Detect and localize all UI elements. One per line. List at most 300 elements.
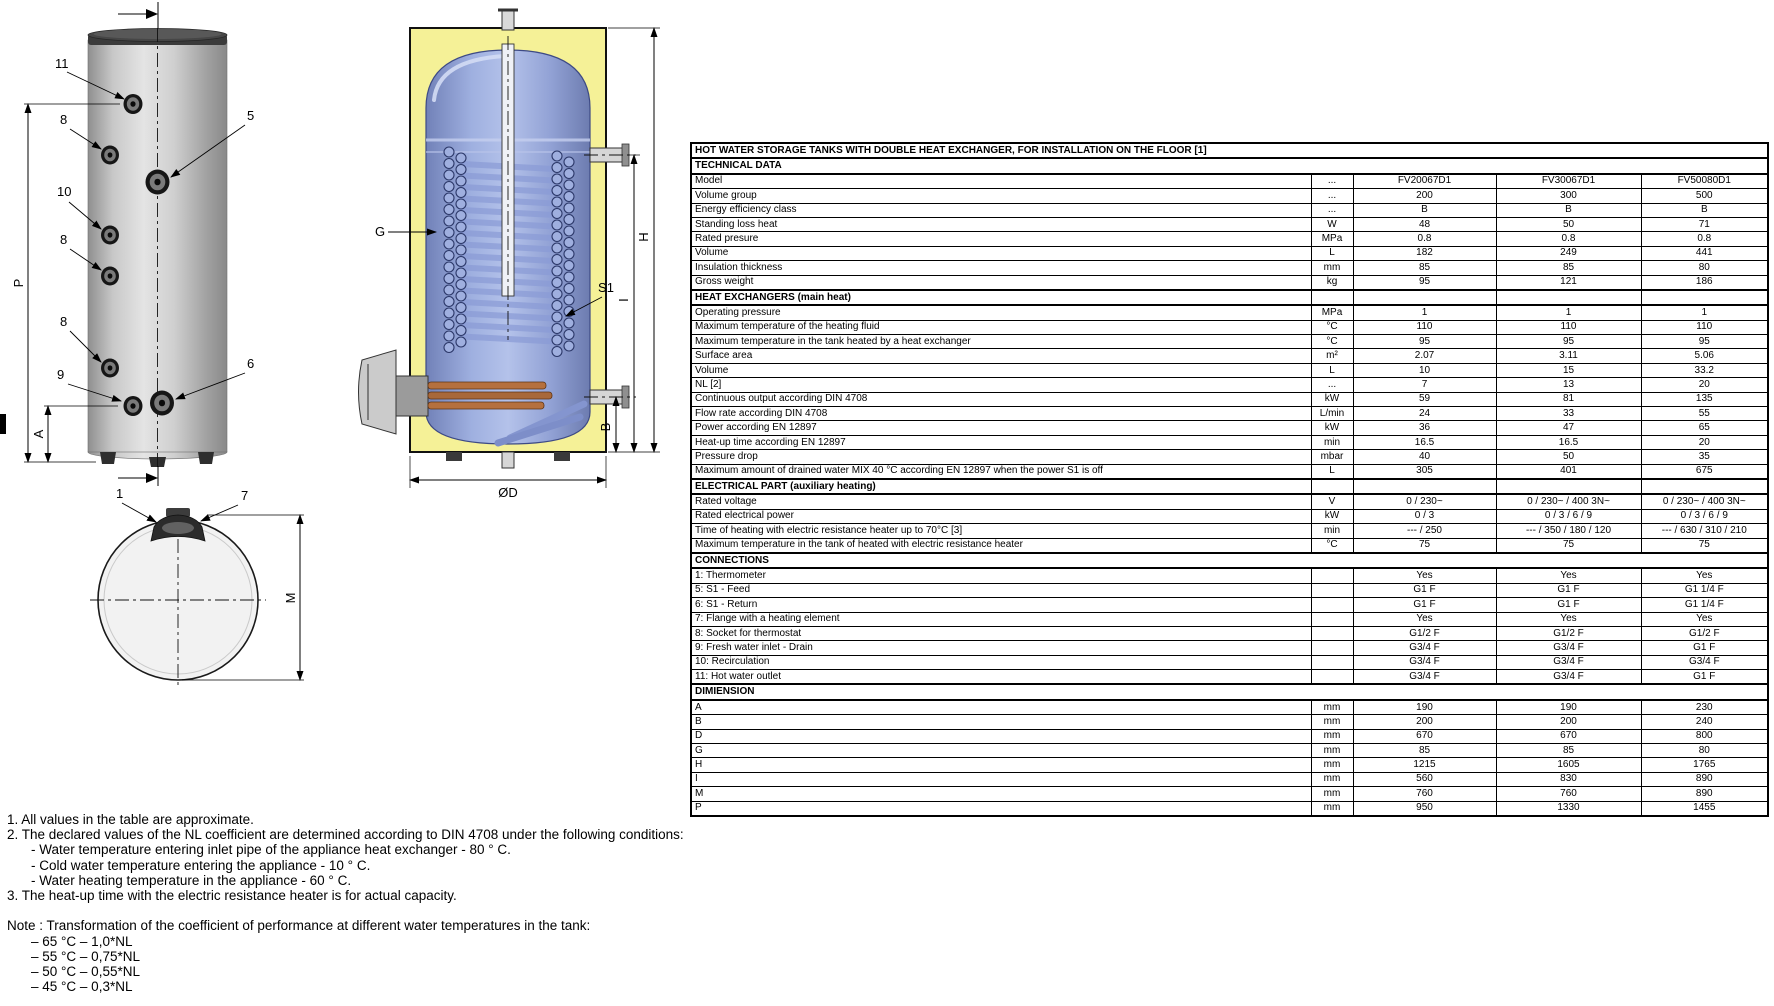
section-view [359, 10, 661, 500]
value-cell: 200 [1496, 715, 1641, 729]
unit-cell: W [1311, 217, 1353, 231]
value-cell: B [1496, 203, 1641, 217]
port-label-8-top: 8 [60, 112, 68, 127]
footnote-line: Note : Transformation of the coefficient of performance at different water temperatures in the tank: [7, 918, 591, 934]
top-pipe-stub [502, 10, 514, 30]
value-cell: 59 [1353, 392, 1496, 406]
value-cell: 81 [1496, 392, 1641, 406]
value-cell: G1/2 F [1641, 626, 1768, 640]
value-cell: 85 [1496, 261, 1641, 275]
row-label: Volume [691, 363, 1311, 377]
table-title: HOT WATER STORAGE TANKS WITH DOUBLE HEAT EXCHANGER, FOR INSTALLATION ON THE FLOOR [1] [691, 143, 1768, 158]
value-cell: 50 [1496, 217, 1641, 231]
table-row [691, 758, 1768, 772]
row-label: NL [2] [691, 378, 1311, 392]
unit-cell: °C [1311, 538, 1353, 553]
table-row [691, 801, 1768, 816]
port-label-8-mid: 8 [60, 232, 68, 247]
value-cell [1496, 290, 1641, 305]
dim-label-m: M [283, 592, 298, 604]
value-cell: 0.8 [1496, 232, 1641, 246]
unit-cell: mm [1311, 801, 1353, 816]
row-label: Rated voltage [691, 494, 1311, 509]
table-row [691, 464, 1768, 479]
row-label: G [691, 744, 1311, 758]
footnote-line: - Water heating temperature in the appliance - 60 ° C. [31, 872, 352, 888]
row-label: 7: Flange with a heating element [691, 612, 1311, 626]
value-cell: 36 [1353, 421, 1496, 435]
port-label-11: 11 [55, 56, 69, 71]
table-row [691, 450, 1768, 464]
footnote-line: 3. The heat-up time with the electric resistance heater is for actual capacity. [7, 888, 457, 904]
unit-cell: L [1311, 464, 1353, 479]
unit-cell [1311, 626, 1353, 640]
row-label: 6: S1 - Return [691, 598, 1311, 612]
value-cell: 0 / 230~ / 400 3N~ [1641, 494, 1768, 509]
section-row [691, 158, 1768, 173]
row-label: Standing loss heat [691, 217, 1311, 231]
section-label: TECHNICAL DATA [691, 158, 1768, 173]
row-label: Time of heating with electric resistance heater up to 70°C [3] [691, 524, 1311, 538]
table-row [691, 729, 1768, 743]
table-row [691, 772, 1768, 786]
value-cell: 1 [1353, 305, 1496, 320]
value-cell: G3/4 F [1496, 670, 1641, 685]
value-cell: 760 [1496, 787, 1641, 801]
unit-cell [1311, 598, 1353, 612]
unit-cell: L [1311, 246, 1353, 260]
footnote-line: – 50 °C – 0,55*NL [31, 964, 140, 980]
value-cell: 890 [1641, 772, 1768, 786]
value-cell: 48 [1353, 217, 1496, 231]
table-row [691, 787, 1768, 801]
unit-cell: kW [1311, 421, 1353, 435]
value-cell: 800 [1641, 729, 1768, 743]
row-label: Gross weight [691, 275, 1311, 290]
value-cell: 5.06 [1641, 349, 1768, 363]
footnote-line [7, 903, 787, 918]
value-cell: 95 [1353, 335, 1496, 349]
label-s1: S1 [598, 280, 614, 295]
value-cell: 500 [1641, 189, 1768, 203]
unit-cell: ... [1311, 189, 1353, 203]
value-cell: 50 [1496, 450, 1641, 464]
table-row [691, 421, 1768, 435]
unit-cell: min [1311, 435, 1353, 449]
footnote-line: – 55 °C – 0,75*NL [31, 948, 140, 964]
table-row [691, 407, 1768, 421]
table-row [691, 217, 1768, 231]
unit-cell: °C [1311, 320, 1353, 334]
value-cell: G3/4 F [1353, 641, 1496, 655]
unit-cell [1311, 583, 1353, 597]
bottom-drain-stub [502, 452, 514, 468]
front-view [11, 2, 254, 486]
row-label: Rated presure [691, 232, 1311, 246]
value-cell: --- / 250 [1353, 524, 1496, 538]
value-cell: Yes [1496, 612, 1641, 626]
value-cell: 16.5 [1353, 435, 1496, 449]
row-label: D [691, 729, 1311, 743]
value-cell: 441 [1641, 246, 1768, 260]
row-label: Maximum amount of drained water MIX 40 °C according EN 12897 when the power S1 is off [691, 464, 1311, 479]
value-cell: 890 [1641, 787, 1768, 801]
footnotes [7, 812, 787, 994]
unit-cell [1311, 612, 1353, 626]
value-cell: 190 [1496, 700, 1641, 715]
value-cell: 1330 [1496, 801, 1641, 816]
row-label: Surface area [691, 349, 1311, 363]
table-row [691, 305, 1768, 320]
row-label: 8: Socket for thermostat [691, 626, 1311, 640]
table-row [691, 583, 1768, 597]
table-row [691, 700, 1768, 715]
value-cell: 0 / 230~ / 400 3N~ [1496, 494, 1641, 509]
row-label: A [691, 700, 1311, 715]
value-cell: 560 [1353, 772, 1496, 786]
port-8-top [101, 146, 119, 165]
port-5 [146, 170, 170, 195]
spec-table-container [690, 142, 1767, 817]
value-cell: G3/4 F [1496, 641, 1641, 655]
value-cell: 1215 [1353, 758, 1496, 772]
unit-cell [1311, 479, 1353, 494]
unit-cell [1311, 655, 1353, 669]
table-row [691, 232, 1768, 246]
row-label: 10: Recirculation [691, 655, 1311, 669]
value-cell: 1605 [1496, 758, 1641, 772]
section-row [691, 290, 1768, 305]
row-label: Maximum temperature in the tank of heated with electric resistance heater [691, 538, 1311, 553]
value-cell: 240 [1641, 715, 1768, 729]
table-row [691, 392, 1768, 406]
bottom-label-7: 7 [241, 488, 249, 503]
value-cell: FV20067D1 [1353, 174, 1496, 189]
port-label-9: 9 [57, 367, 65, 382]
bottom-label-1: 1 [116, 486, 124, 501]
port-8-mid [101, 267, 119, 286]
value-cell: Yes [1353, 568, 1496, 583]
value-cell: Yes [1496, 568, 1641, 583]
port-11 [124, 94, 143, 114]
value-cell: 1 [1496, 305, 1641, 320]
row-label: 1: Thermometer [691, 568, 1311, 583]
unit-cell [1311, 290, 1353, 305]
value-cell: 10 [1353, 363, 1496, 377]
value-cell: 135 [1641, 392, 1768, 406]
row-label: H [691, 758, 1311, 772]
row-label: Insulation thickness [691, 261, 1311, 275]
section-foot-left [446, 452, 462, 461]
value-cell: 0.8 [1353, 232, 1496, 246]
value-cell: 65 [1641, 421, 1768, 435]
value-cell: 85 [1353, 261, 1496, 275]
value-cell: 35 [1641, 450, 1768, 464]
bottom-view [90, 486, 304, 688]
port-label-10: 10 [57, 184, 72, 199]
table-row [691, 626, 1768, 640]
value-cell [1496, 479, 1641, 494]
section-row [691, 553, 1768, 568]
row-label: 5: S1 - Feed [691, 583, 1311, 597]
value-cell: G1/2 F [1496, 626, 1641, 640]
port-8-low [101, 359, 119, 378]
value-cell: 670 [1353, 729, 1496, 743]
row-label: Volume group [691, 189, 1311, 203]
unit-cell: ... [1311, 174, 1353, 189]
value-cell: 75 [1353, 538, 1496, 553]
value-cell: FV30067D1 [1496, 174, 1641, 189]
dim-label-a: A [31, 429, 46, 439]
row-label: 11: Hot water outlet [691, 670, 1311, 685]
value-cell: 20 [1641, 435, 1768, 449]
table-title-row [691, 143, 1768, 158]
value-cell: Yes [1641, 568, 1768, 583]
value-cell: 0.8 [1641, 232, 1768, 246]
value-cell: 7 [1353, 378, 1496, 392]
section-label: CONNECTIONS [691, 553, 1768, 568]
unit-cell: kg [1311, 275, 1353, 290]
port-9 [124, 396, 143, 416]
value-cell: G1 F [1353, 598, 1496, 612]
table-row [691, 203, 1768, 217]
unit-cell: mm [1311, 729, 1353, 743]
row-label: Continuous output according DIN 4708 [691, 392, 1311, 406]
unit-cell [1311, 641, 1353, 655]
value-cell: 110 [1641, 320, 1768, 334]
value-cell: 305 [1353, 464, 1496, 479]
value-cell [1353, 479, 1496, 494]
value-cell: 670 [1496, 729, 1641, 743]
value-cell: 200 [1353, 715, 1496, 729]
dim-label-b: B [598, 422, 613, 432]
table-row [691, 524, 1768, 538]
unit-cell: kW [1311, 509, 1353, 523]
value-cell: 401 [1496, 464, 1641, 479]
value-cell: 249 [1496, 246, 1641, 260]
row-label: Maximum temperature in the tank heated by a heat exchanger [691, 335, 1311, 349]
flange-top [151, 508, 205, 541]
row-label: 9: Fresh water inlet - Drain [691, 641, 1311, 655]
dim-label-h: H [636, 232, 651, 242]
unit-cell: °C [1311, 335, 1353, 349]
value-cell: 0 / 3 / 6 / 9 [1496, 509, 1641, 523]
value-cell: G3/4 F [1641, 655, 1768, 669]
footnote-line: – 65 °C – 1,0*NL [31, 933, 133, 949]
row-label: P [691, 801, 1311, 816]
table-row [691, 612, 1768, 626]
unit-cell: mm [1311, 758, 1353, 772]
unit-cell: L/min [1311, 407, 1353, 421]
dim-label-p: P [11, 278, 26, 288]
unit-cell: mm [1311, 715, 1353, 729]
value-cell [1641, 479, 1768, 494]
value-cell: 675 [1641, 464, 1768, 479]
value-cell: 20 [1641, 378, 1768, 392]
row-label: M [691, 787, 1311, 801]
unit-cell: mm [1311, 700, 1353, 715]
unit-cell: ... [1311, 203, 1353, 217]
port-label-6: 6 [247, 356, 255, 371]
unit-cell: ... [1311, 378, 1353, 392]
value-cell: 3.11 [1496, 349, 1641, 363]
unit-cell: min [1311, 524, 1353, 538]
value-cell: 0 / 3 / 6 / 9 [1641, 509, 1768, 523]
value-cell: 0 / 230~ [1353, 494, 1496, 509]
table-row [691, 363, 1768, 377]
table-row [691, 538, 1768, 553]
value-cell: G1 F [1496, 583, 1641, 597]
table-row [691, 349, 1768, 363]
value-cell: 121 [1496, 275, 1641, 290]
footnote-line: 2. The declared values of the NL coefficient are determined according to DIN 4708 under the following conditions: [7, 827, 684, 843]
row-label: Rated electrical power [691, 509, 1311, 523]
value-cell: 80 [1641, 261, 1768, 275]
table-row [691, 655, 1768, 669]
section-label: ELECTRICAL PART (auxiliary heating) [691, 479, 1311, 494]
table-row [691, 174, 1768, 189]
value-cell: 1765 [1641, 758, 1768, 772]
value-cell: G1/2 F [1353, 626, 1496, 640]
value-cell: 182 [1353, 246, 1496, 260]
spec-table-body [691, 143, 1768, 816]
table-row [691, 275, 1768, 290]
value-cell: 15 [1496, 363, 1641, 377]
table-row [691, 715, 1768, 729]
port-10 [101, 226, 119, 245]
spec-table [690, 142, 1769, 817]
value-cell: 95 [1353, 275, 1496, 290]
value-cell: 75 [1496, 538, 1641, 553]
unit-cell: MPa [1311, 232, 1353, 246]
value-cell: G1 1/4 F [1641, 598, 1768, 612]
table-row [691, 509, 1768, 523]
value-cell: 300 [1496, 189, 1641, 203]
section-label-g: G [374, 224, 386, 239]
row-label: I [691, 772, 1311, 786]
value-cell: 85 [1496, 744, 1641, 758]
value-cell: 200 [1353, 189, 1496, 203]
value-cell: B [1353, 203, 1496, 217]
dim-label-diameter: ØD [498, 485, 518, 500]
value-cell: FV50080D1 [1641, 174, 1768, 189]
value-cell: 33.2 [1641, 363, 1768, 377]
footnote-line: – 45 °C – 0,3*NL [31, 979, 133, 995]
row-label: Power according EN 12897 [691, 421, 1311, 435]
value-cell: 950 [1353, 801, 1496, 816]
value-cell: 16.5 [1496, 435, 1641, 449]
footnote-line: 1. All values in the table are approximate. [7, 812, 254, 827]
value-cell: 110 [1353, 320, 1496, 334]
row-label: Maximum temperature of the heating fluid [691, 320, 1311, 334]
section-cut-arrow-bottom [118, 466, 158, 486]
section-label: HEAT EXCHANGERS (main heat) [691, 290, 1311, 305]
unit-cell: mm [1311, 261, 1353, 275]
table-row [691, 335, 1768, 349]
unit-cell: mm [1311, 744, 1353, 758]
row-label: Operating pressure [691, 305, 1311, 320]
value-cell: G1 F [1641, 641, 1768, 655]
value-cell: G1 F [1353, 583, 1496, 597]
row-label: Volume [691, 246, 1311, 260]
table-row [691, 189, 1768, 203]
value-cell: 13 [1496, 378, 1641, 392]
unit-cell: m² [1311, 349, 1353, 363]
section-label: DIMIENSION [691, 684, 1768, 699]
section-row [691, 684, 1768, 699]
value-cell: 760 [1353, 787, 1496, 801]
unit-cell [1311, 568, 1353, 583]
value-cell: --- / 630 / 310 / 210 [1641, 524, 1768, 538]
table-row [691, 568, 1768, 583]
value-cell: 55 [1641, 407, 1768, 421]
value-cell: G1 F [1496, 598, 1641, 612]
value-cell: 33 [1496, 407, 1641, 421]
value-cell: 1 [1641, 305, 1768, 320]
footnote-line: - Cold water temperature entering the appliance - 10 ° C. [31, 857, 371, 873]
table-row [691, 641, 1768, 655]
table-row [691, 261, 1768, 275]
value-cell: 830 [1496, 772, 1641, 786]
port-6 [150, 391, 174, 416]
row-label: Heat-up time according EN 12897 [691, 435, 1311, 449]
section-cut-arrow-top [118, 2, 158, 31]
section-row [691, 479, 1768, 494]
unit-cell: L [1311, 363, 1353, 377]
value-cell: 71 [1641, 217, 1768, 231]
value-cell: 47 [1496, 421, 1641, 435]
value-cell: 190 [1353, 700, 1496, 715]
value-cell: 24 [1353, 407, 1496, 421]
value-cell: G3/4 F [1496, 655, 1641, 669]
row-label: B [691, 715, 1311, 729]
value-cell: 1455 [1641, 801, 1768, 816]
value-cell: 40 [1353, 450, 1496, 464]
value-cell: 2.07 [1353, 349, 1496, 363]
value-cell [1641, 290, 1768, 305]
row-label: Pressure drop [691, 450, 1311, 464]
port-label-5: 5 [247, 108, 255, 123]
table-row [691, 320, 1768, 334]
value-cell: --- / 350 / 180 / 120 [1496, 524, 1641, 538]
value-cell: G3/4 F [1353, 655, 1496, 669]
unit-cell: mbar [1311, 450, 1353, 464]
table-row [691, 246, 1768, 260]
value-cell: 95 [1641, 335, 1768, 349]
row-label: Model [691, 174, 1311, 189]
unit-cell: MPa [1311, 305, 1353, 320]
unit-cell [1311, 670, 1353, 685]
unit-cell: V [1311, 494, 1353, 509]
table-row [691, 670, 1768, 685]
footnote-line: - Water temperature entering inlet pipe of the appliance heat exchanger - 80 ° C. [31, 842, 511, 858]
page-edge-mark [0, 414, 6, 434]
unit-cell: kW [1311, 392, 1353, 406]
row-label: Flow rate according DIN 4708 [691, 407, 1311, 421]
dim-label-i: I [616, 298, 631, 302]
value-cell: 230 [1641, 700, 1768, 715]
table-row [691, 435, 1768, 449]
section-foot-right [554, 452, 570, 461]
row-label: Energy efficiency class [691, 203, 1311, 217]
value-cell: 80 [1641, 744, 1768, 758]
value-cell: 0 / 3 [1353, 509, 1496, 523]
value-cell: G3/4 F [1353, 670, 1496, 685]
value-cell: B [1641, 203, 1768, 217]
value-cell: G1 1/4 F [1641, 583, 1768, 597]
value-cell: Yes [1641, 612, 1768, 626]
table-row [691, 598, 1768, 612]
